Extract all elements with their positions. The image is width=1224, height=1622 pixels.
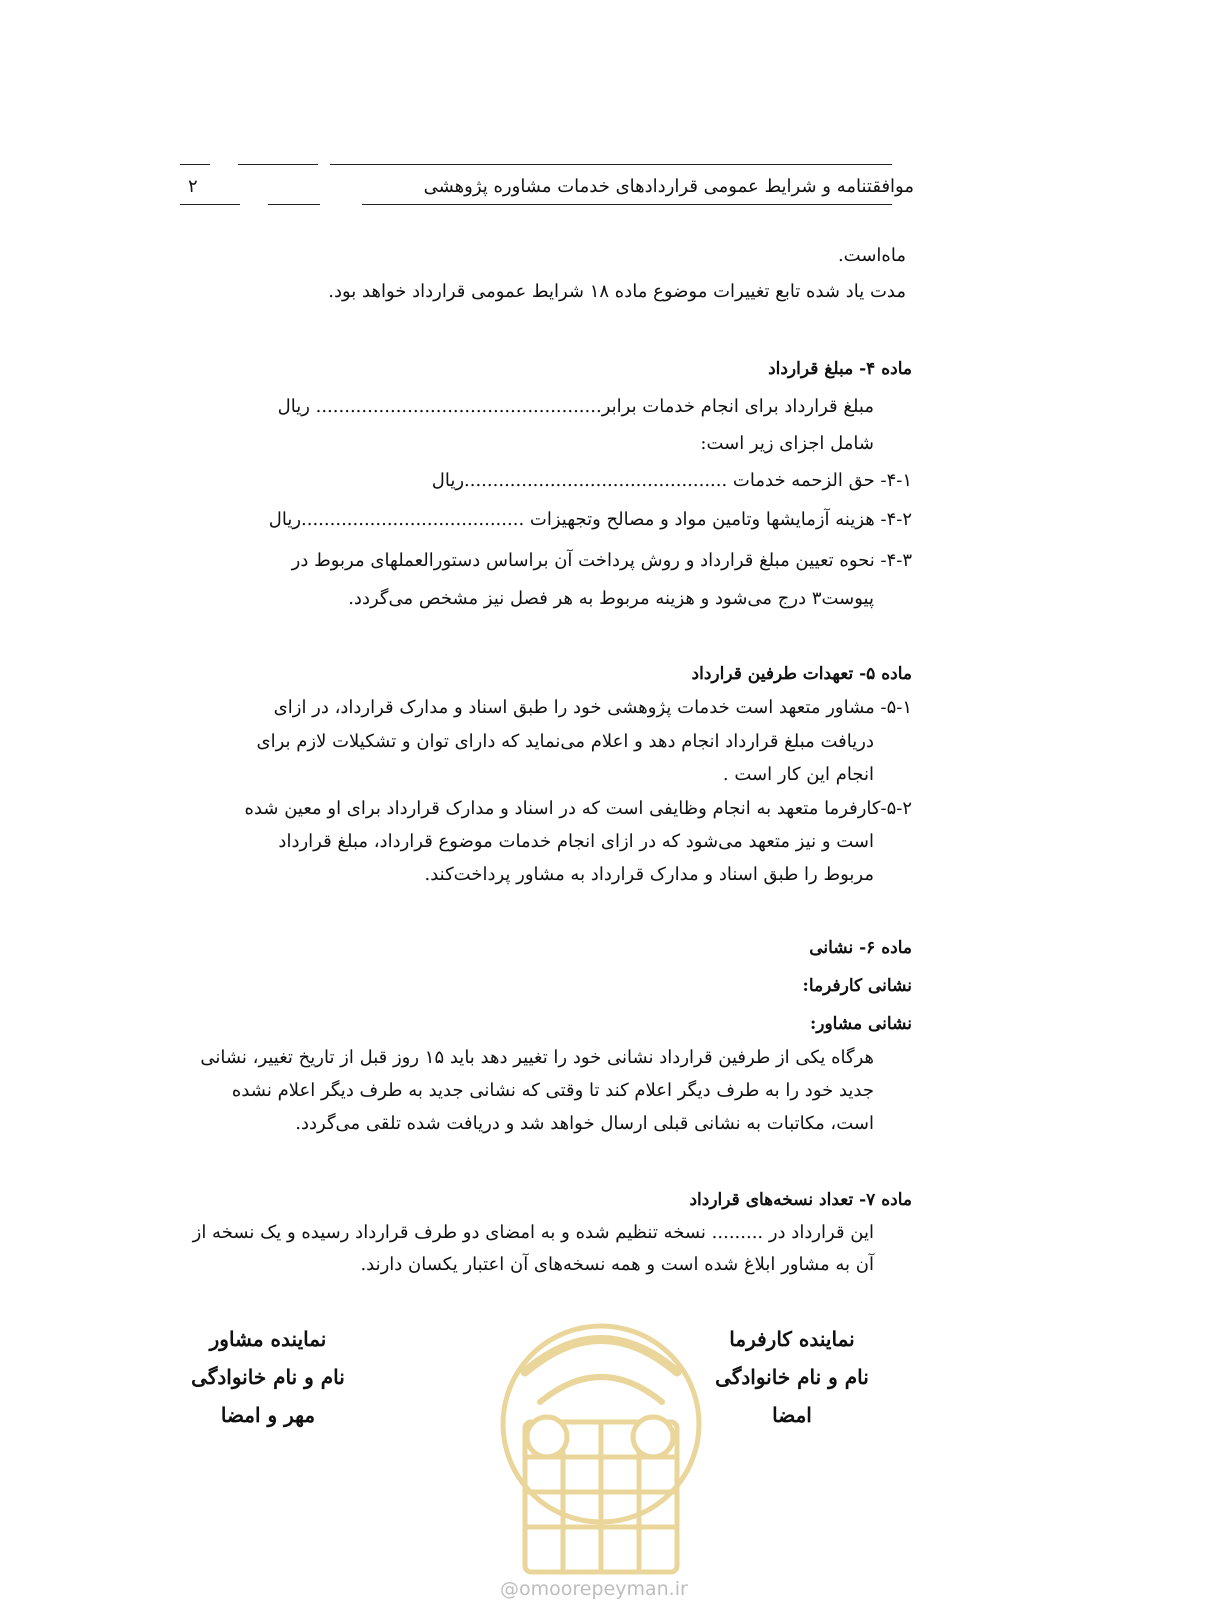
page-number: ۲ (188, 176, 198, 197)
watermark-url-text: omoorepeyman.ir (519, 1578, 688, 1600)
article-5-item: است و نیز متعهد می‌شود که در ازای انجام خدمات موضوع قرارداد، مبلغ قرارداد (278, 831, 874, 852)
article-5-heading: ماده ۵- تعهدات طرفین قرارداد (691, 664, 912, 684)
employer-representative-title: نماینده کارفرما (729, 1327, 855, 1351)
consultant-name-label: نام و نام خانوادگی (191, 1365, 345, 1389)
intro-line: ماه‌است. (837, 245, 906, 266)
article-6-heading: ماده ۶- نشانی (809, 938, 912, 958)
header-rule-bottom (180, 204, 240, 205)
article-5-item: ۵-۲-کارفرما متعهد به انجام وظایفی است که در اسناد و مدارک قرارداد برای او معین شده (244, 798, 912, 819)
header-title: موافقتنامه و شرایط عمومی قراردادهای خدمات مشاوره پژوهشی (423, 176, 914, 197)
article-6-text: جدید خود را به طرف دیگر اعلام کند تا وقتی که نشانی جدید به طرف دیگر اعلام نشده (231, 1080, 874, 1101)
article-7-heading: ماده ۷- تعداد نسخه‌های قرارداد (689, 1190, 912, 1210)
header-rule-bottom (362, 204, 892, 205)
watermark-url (500, 1578, 688, 1600)
employer-signature-block (672, 1320, 912, 1434)
article-5-item: مربوط را طبق اسناد و مدارک قرارداد به مشاور پرداخت‌کند. (424, 864, 874, 885)
header-rule-top (330, 164, 892, 165)
header-rule-top (238, 164, 318, 165)
header-rule-top (180, 164, 210, 165)
article-4-heading: ماده ۴- مبلغ قرارداد (768, 359, 912, 379)
article-4-item: پیوست۳ درج می‌شود و هزینه مربوط به هر فصل نیز مشخص می‌گردد. (348, 588, 874, 609)
article-5-item: دریافت مبلغ قرارداد انجام دهد و اعلام می‌نماید که دارای توان و تشکیلات لازم برای (256, 731, 874, 752)
article-4-text: مبلغ قرارداد برای انجام خدمات برابر.................................................. ریال (277, 396, 874, 417)
consultant-representative-title: نماینده مشاور (209, 1327, 327, 1351)
article-7-text: این قرارداد در ......... نسخه تنظیم شده و به امضای دو طرف قرارداد رسیده و یک نسخه از (192, 1222, 874, 1243)
article-4-item: ۴-۲- هزینه آزمایشها وتامین مواد و مصالح وتجهیزات .......................................ریال (268, 509, 912, 530)
article-7-text: آن به مشاور ابلاغ شده است و همه نسخه‌های آن اعتبار یکسان دارند. (360, 1254, 874, 1275)
article-6-text: هرگاه یکی از طرفین قرارداد نشانی خود را تغییر دهد باید ۱۵ روز قبل از تاریخ تغییر، نشانی (200, 1047, 874, 1068)
employer-name-label: نام و نام خانوادگی (715, 1365, 869, 1389)
article-5-item: انجام این کار است . (722, 764, 874, 785)
employer-sign-label: امضا (772, 1403, 812, 1427)
consultant-address-label: نشانی مشاور: (809, 1014, 912, 1034)
employer-address-label: نشانی کارفرما: (802, 976, 912, 996)
article-4-text: شامل اجزای زیر است: (700, 433, 874, 454)
intro-line: مدت یاد شده تابع تغییرات موضوع ماده ۱۸ شرایط عمومی قرارداد خواهد بود. (328, 281, 906, 302)
article-6-text: است، مکاتبات به نشانی قبلی ارسال خواهد شد و دریافت شده تلقی می‌گردد. (295, 1113, 874, 1134)
at-icon: @ (500, 1578, 519, 1600)
consultant-signature-block (148, 1320, 388, 1434)
consultant-sign-label: مهر و امضا (220, 1403, 316, 1427)
article-4-item: ۴-۱- حق الزحمه خدمات ..............................................ریال (431, 470, 912, 491)
article-4-item: ۴-۳- نحوه تعیین مبلغ قرارداد و روش پرداخت آن براساس دستورالعملهای مربوط در (291, 550, 912, 571)
article-5-item: ۵-۱- مشاور متعهد است خدمات پژوهشی خود را طبق اسناد و مدارک قرارداد، در ازای (273, 697, 912, 718)
header-rule-bottom (268, 204, 320, 205)
